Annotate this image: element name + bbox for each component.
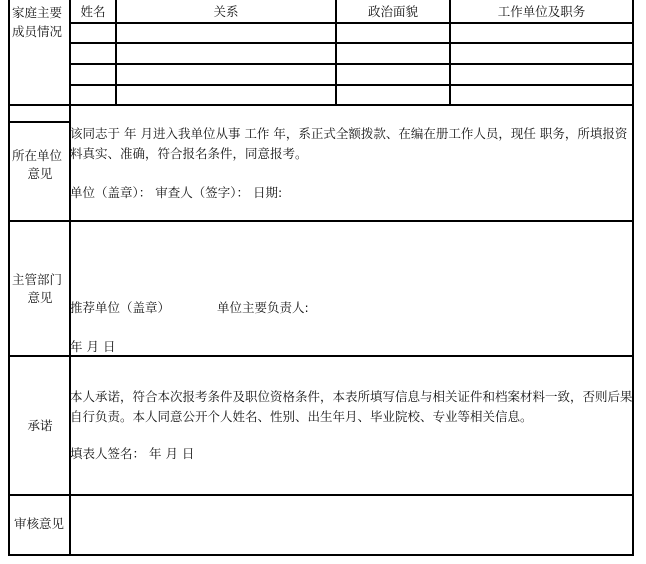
header-relation: 关系 xyxy=(213,4,239,19)
pledge-signature: 填表人签名： 年 月 日 xyxy=(70,446,195,461)
dept-opinion-label-line1: 主管部门 xyxy=(12,272,63,287)
header-name: 姓名 xyxy=(80,4,106,19)
border-left xyxy=(8,0,10,556)
family-label-line2: 成员情况 xyxy=(12,24,63,39)
dept-opinion-label-line2: 意见 xyxy=(27,290,53,305)
family-row-line-1 xyxy=(69,22,634,24)
section-line-review-bottom xyxy=(8,554,634,556)
family-row-line-3 xyxy=(69,63,634,65)
unit-opinion-label-line2: 意见 xyxy=(27,166,53,181)
pledge-label: 承诺 xyxy=(27,418,53,433)
family-row-line-4 xyxy=(69,84,634,86)
section-line-unit-bottom xyxy=(8,220,634,222)
section-line-dept-bottom xyxy=(8,355,634,357)
pledge-statement: 本人承诺，符合本次报考条件及职位资格条件，本表所填写信息与相关证件和档案材料一致，否则后果自行负责。本人同意公开个人姓名、性别、出生年月、毕业院校、专业等相关信息。 xyxy=(70,389,633,424)
unit-opinion-statement: 该同志于 年 月进入我单位从事 工作 年，系正式全额拨款、在编在册工作人员，现任 职务，所填报资料真实、准确，符合报名条件，同意报考。 xyxy=(70,126,628,161)
header-political-status: 政治面貌 xyxy=(367,4,418,19)
header-workplace-position: 工作单位及职务 xyxy=(497,4,586,19)
dept-leader: 单位主要负责人: xyxy=(217,300,309,315)
family-row-line-2 xyxy=(69,42,634,44)
family-label-line1: 家庭主要 xyxy=(12,5,63,20)
review-label: 审核意见 xyxy=(14,516,65,531)
unit-opinion-signature-line: 单位（盖章）： 审查人（签字）： 日期: xyxy=(70,185,283,200)
registration-form xyxy=(8,0,634,556)
dept-date: 年 月 日 xyxy=(70,339,116,354)
section-line-pledge-bottom xyxy=(8,494,634,496)
spacer-row-line xyxy=(8,121,71,123)
section-line-family-bottom xyxy=(8,104,634,106)
dept-recommend-unit: 推荐单位（盖章） xyxy=(70,300,171,315)
unit-opinion-label-line1: 所在单位 xyxy=(12,148,63,163)
